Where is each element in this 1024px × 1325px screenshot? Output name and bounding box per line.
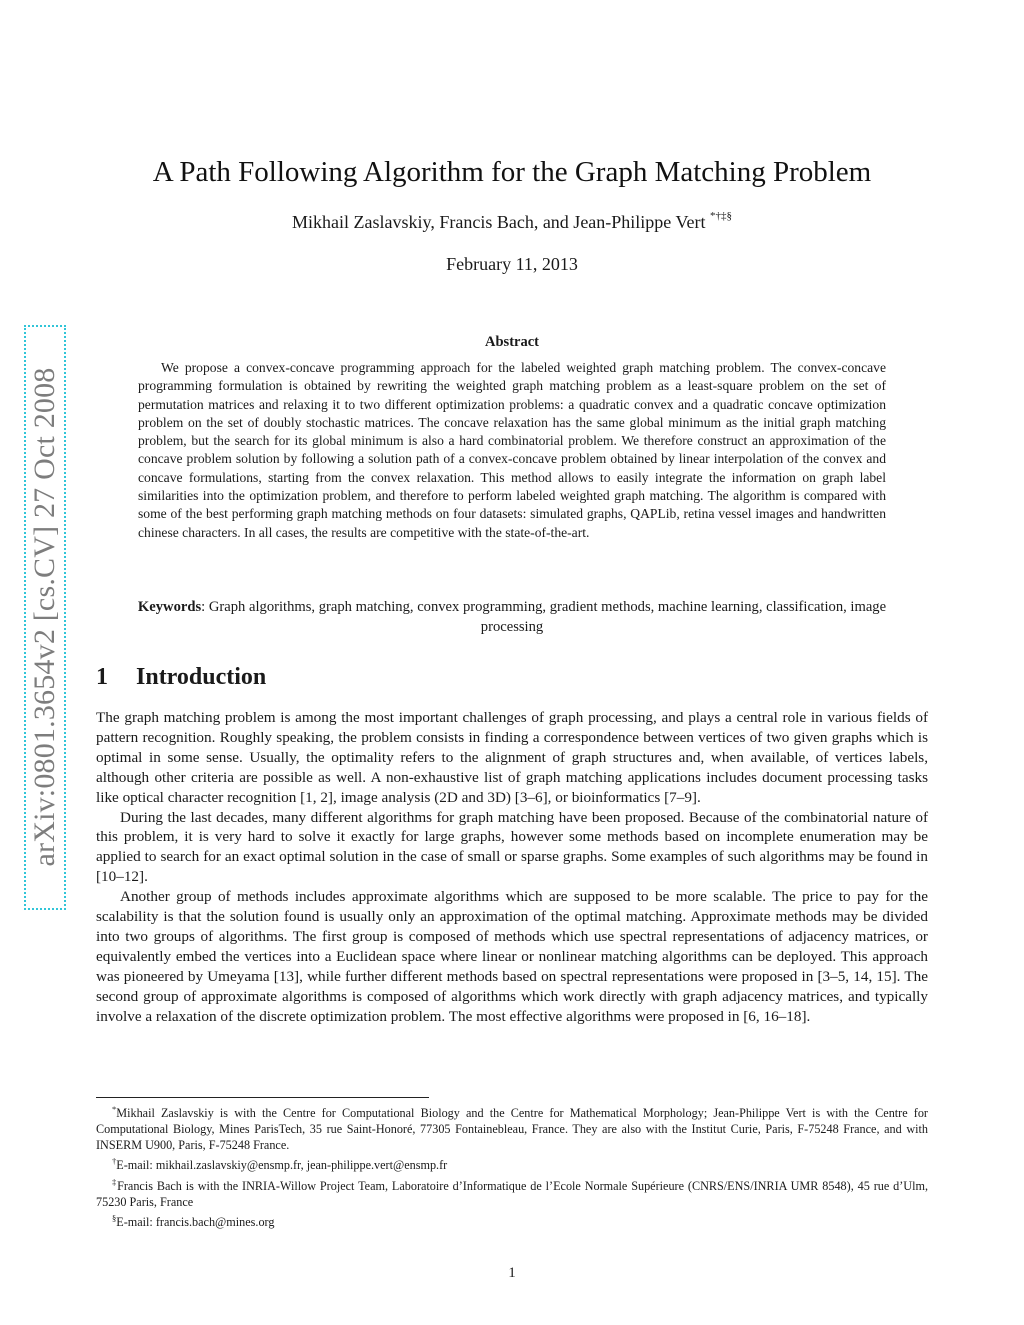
body-paragraph: The graph matching problem is among the most important challenges of graph processing, and plays a central role in various fields of pattern recognition. Roughly speaking, the problem consists in finding a correspondence between vertices of two given graphs which is optimal in some sense. Usually, the optimality refers to the alignment of graph structures and, when available, of vertices labels, although other criteria are possible as well. A non-exhaustive list of graph matching applications includes document processing tasks like optical character recognition [1, 2], image analysis (2D and 3D) [3–6], or bioinformatics [7–9]. — [96, 709, 928, 806]
body-paragraph: During the last decades, many different algorithms for graph matching have been proposed. Because of the combinatorial nature of this problem, it is very hard to solve it exactly for large graphs, however some methods based on incomplete enumeration may be applied to search for an exact optimal solution in the case of small or sparse graphs. Some examples of such algorithms may be found in [10–12]. — [96, 808, 928, 886]
footnote-divider — [96, 1097, 429, 1098]
keywords-label: Keywords — [137, 599, 202, 615]
footnote-mark: † — [112, 1156, 117, 1167]
footnote — [96, 1153, 928, 1173]
author-footnote-marks: *†‡§ — [709, 210, 732, 222]
paper-title: A Path Following Algorithm for the Graph Matching Problem — [152, 156, 872, 188]
footnote — [96, 1210, 928, 1230]
footnote-text: Mikhail Zaslavskiy is with the Centre for Computational Biology and the Centre for Mathematical Morphology; Jean-Philippe Vert is with the Centre for Computational Biology, Mines ParisTech, 35 rue Saint-Honoré, 77305 Fontainebleau, France. They are also with the Institut Curie, Paris, F-75248 France, and with INSERM U900, Paris, F-75248 France. — [96, 1106, 928, 1153]
footnote-text: E-mail: mikhail.zaslavskiy@ensmp.fr, jean-philippe.vert@ensmp.fr — [116, 1158, 448, 1173]
section-title: Introduction — [136, 664, 267, 690]
arxiv-identifier[interactable]: arXiv:0801.3654v2 [cs.CV] 27 Oct 2008 — [28, 367, 61, 867]
footnote-mark: § — [112, 1212, 117, 1223]
abstract-text: We propose a convex-concave programming approach for the labeled weighted graph matching problem. The convex-concave programming formulation is obtained by rewriting the weighted graph matching problem as a least-square problem on the set of permutation matrices and relaxing it to two different optimization problems: a quadratic convex and a quadratic concave optimization problem on the set of doubly stochastic matrices. The concave relaxation has the same global minimum as the initial graph matching problem, but the search for its global minimum is also a hard combinatorial problem. We therefore construct an approximation of the concave problem solution by following a solution path of a convex-concave problem obtained by linear interpolation of the convex and concave formulations, starting from the convex relaxation. This method allows to easily integrate the information on graph label similarities into the optimization problem, and therefore to perform labeled weighted graph matching. The algorithm is compared with some of the best performing graph matching methods on four datasets: simulated graphs, QAPLib, retina vessel images and handwritten chinese characters. In all cases, the results are competitive with the state-of-the-art. — [138, 360, 886, 540]
keywords-text: : Graph algorithms, graph matching, convex programming, gradient methods, machine learning, classification, image processing — [201, 599, 887, 635]
section-heading — [96, 664, 266, 691]
abstract-heading: Abstract — [485, 334, 539, 350]
body-paragraph: Another group of methods includes approximate algorithms which are supposed to be more scalable. The price to pay for the scalability is that the solution found is usually only an approximation of the optimal matching. Approximate methods may be divided into two groups of algorithms. The first group is composed of methods which use spectral representations of adjacency matrices, or equivalently embed the vertices into a Euclidean space where linear or nonlinear matching algorithms can be deployed. This approach was pioneered by Umeyama [13], while further different methods based on spectral representations were proposed in [3–5, 14, 15]. The second group of approximate algorithms is composed of algorithms which work directly with graph adjacency matrices, and typically involve a relaxation of the discrete optimization problem. The most effective algorithms were proposed in [6, 16–18]. — [96, 888, 928, 1025]
section-body — [96, 708, 928, 1027]
page-number: 1 — [508, 1265, 516, 1281]
footnote-text: E-mail: francis.bach@mines.org — [116, 1214, 275, 1229]
footnote-text: Francis Bach is with the INRIA-Willow Project Team, Laboratoire d’Informatique de l’Ecole Normale Supérieure (CNRS/ENS/INRIA UMR 8548), 45 rue d’Ulm, 75230 Paris, France — [96, 1178, 928, 1209]
paper-date: February 11, 2013 — [446, 254, 578, 274]
footnote — [96, 1101, 928, 1153]
footnote-mark: ‡ — [112, 1176, 118, 1187]
section-number: 1 — [96, 664, 108, 690]
footnote-mark: * — [112, 1104, 117, 1114]
footnotes — [96, 1101, 928, 1230]
footnote — [96, 1174, 928, 1210]
author-line — [0, 212, 1024, 233]
author-names: Mikhail Zaslavskiy, Francis Bach, and Jean-Philippe Vert — [292, 212, 706, 232]
keywords — [118, 597, 906, 637]
